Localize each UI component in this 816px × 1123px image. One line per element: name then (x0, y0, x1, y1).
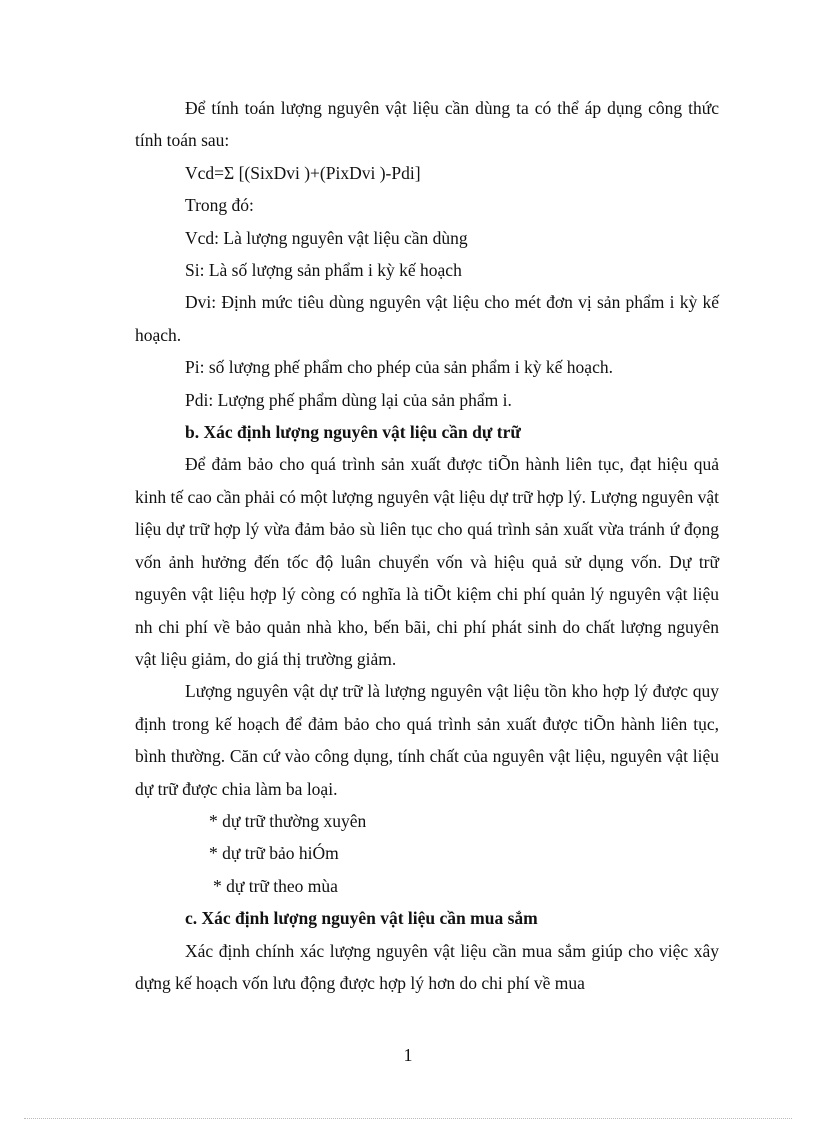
section-heading-b: b. Xác định lượng nguyên vật liệu cần dự trữ (185, 422, 521, 443)
bullet-insurance-reserve: * dự trữ bảo hiÓm (209, 843, 339, 864)
definition-pdi: Pdi: Lượng phế phẩm dùng lại của sản phẩm i. (185, 389, 512, 410)
paragraph-reserve-definition: Lượng nguyên vật dự trữ là lượng nguyên vật liệu tồn kho hợp lý được quy định trong kế hoạch để đảm bảo cho quá trình sản xuất được tiÕn hành liên tục, bình thường. Căn cứ vào công dụng, tính chất của nguyên vật liệu, nguyên vật liệu dự trữ được chia làm ba loại. (135, 681, 719, 799)
formula: Vcd=Σ [(SixDvi )+(PixDvi )-Pdi] (185, 162, 421, 183)
definition-vcd: Vcd: Là lượng nguyên vật liệu cần dùng (185, 227, 468, 248)
definition-dvi: Dvi: Định mức tiêu dùng nguyên vật liệu cho mét đơn vị sản phẩm i kỳ kế hoạch. (135, 292, 719, 345)
bullet-regular-reserve: * dự trữ thường xuyên (209, 810, 367, 831)
paragraph-reserve-purpose: Để đảm bảo cho quá trình sản xuất được tiÕn hành liên tục, đạt hiệu quả kinh tế cao cần phải có một lượng nguyên vật liệu dự trữ hợp lý. Lượng nguyên vật liệu dự trữ hợp lý vừa đảm bảo sù liên tục cho quá trình sản xuất vừa tránh ứ đọng vốn ảnh hưởng đến tốc độ luân chuyển vốn và hiệu quả sử dụng vốn. Dự trữ nguyên vật liệu hợp lý còng có nghĩa là tiÕt kiệm chi phí quản lý nguyên vật liệu nh chi phí về bảo quản nhà kho, bến bãi, chi phí phát sinh do chất lượng nguyên vật liệu giảm, do giá thị trường giảm. (135, 454, 719, 669)
body-text (135, 92, 719, 999)
bullet-seasonal-reserve: * dự trữ theo mùa (213, 875, 338, 896)
page-number: 1 (403, 1045, 413, 1065)
section-heading-c: c. Xác định lượng nguyên vật liệu cần mua sắm (185, 908, 538, 929)
where-label: Trong đó: (185, 195, 254, 216)
intro-paragraph: Để tính toán lượng nguyên vật liệu cần dùng ta có thể áp dụng công thức tính toán sau: (135, 98, 719, 151)
page-bottom-divider (24, 1118, 792, 1119)
paragraph-purchase: Xác định chính xác lượng nguyên vật liệu cần mua sắm giúp cho việc xây dựng kế hoạch vốn lưu động được hợp lý hơn do chi phí về mua (135, 940, 719, 993)
definition-si: Si: Là số lượng sản phẩm i kỳ kế hoạch (185, 260, 462, 281)
definition-pi: Pi: số lượng phế phẩm cho phép của sản phẩm i kỳ kế hoạch. (185, 357, 613, 378)
